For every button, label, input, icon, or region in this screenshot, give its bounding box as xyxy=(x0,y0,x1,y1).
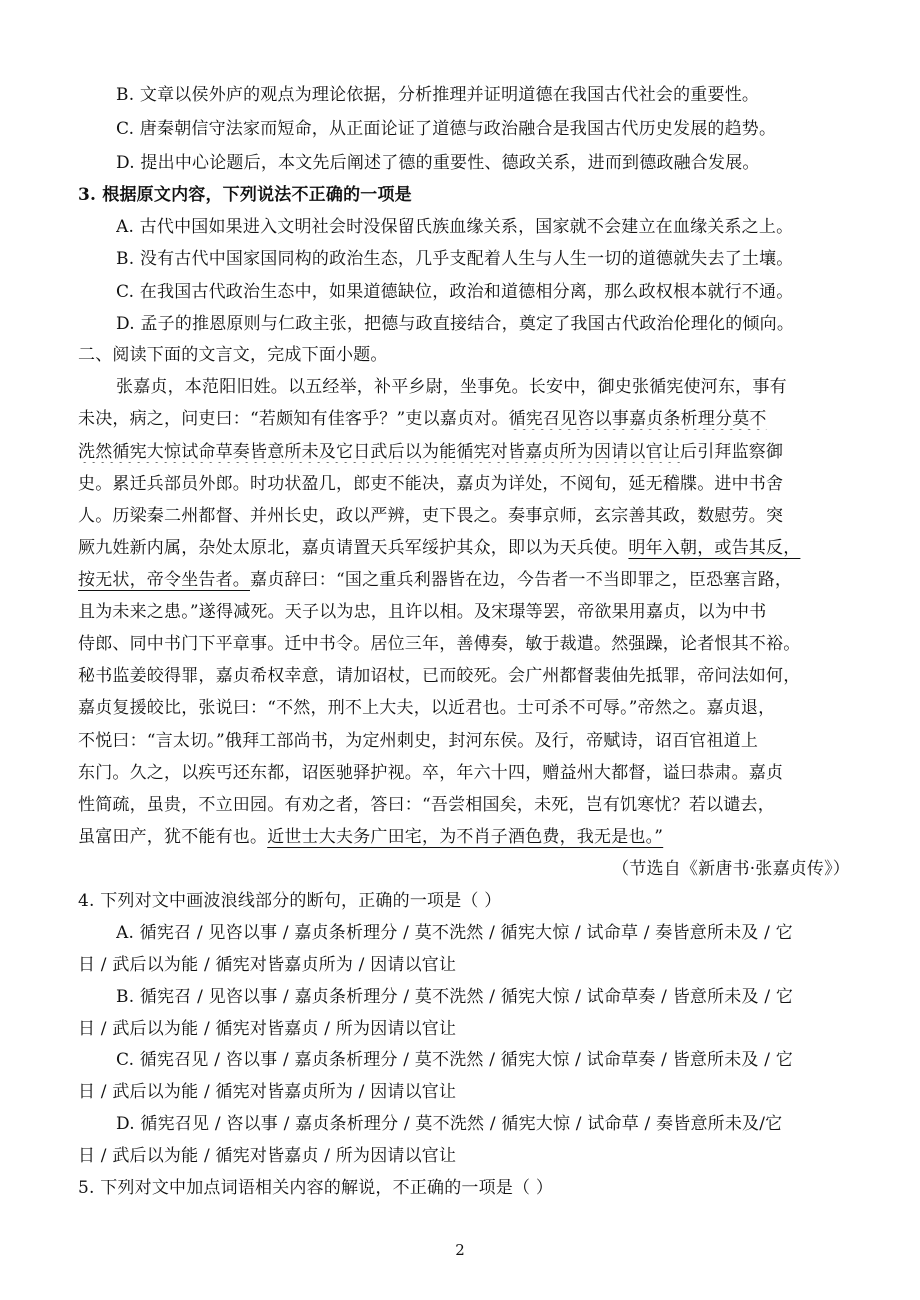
passage-line xyxy=(78,569,850,591)
q4-stem: 4. 下列对文中画波浪线部分的断句，正确的一项是（ ） xyxy=(78,891,502,911)
q5-stem: 5. 下列对文中加点词语相关内容的解说，不正确的一项是（ ） xyxy=(78,1178,554,1198)
passage-line: 侍郎、同中书门下平章事。迁中书令。居位三年，善傅奏，敏于裁遣。然强躁，论者恨其不裕。 xyxy=(78,634,801,654)
q3-option-a: A. 古代中国如果进入文明社会时没保留氏族血缘关系，国家就不会建立在血缘关系之上。 xyxy=(116,217,794,237)
passage-line xyxy=(78,537,850,559)
q3-stem: 3. 根据原文内容，下列说法不正确的一项是 xyxy=(78,185,412,205)
passage-line: 秘书监姜皎得罪，嘉贞希权幸意，请加诏杖，已而皎死。会广州都督裴伷先抵罪，帝问法如何， xyxy=(78,666,801,686)
q4-option-d-line1: D. 循宪召见 / 咨以事 / 嘉贞条析理分 / 莫不洗然 / 循宪大惊 / 试命草 / 奏皆意所未及/它 xyxy=(116,1114,783,1134)
passage-line: 性简疏，虽贵，不立田园。有劝之者，答曰：“吾尝相国矣，未死，岂有饥寒忧？若以谴去， xyxy=(78,795,775,815)
passage-text: 后引拜监察御 xyxy=(680,442,784,462)
q4-option-c-line2: 日 / 武后以为能 / 循宪对皆嘉贞所为 / 因请以官让 xyxy=(78,1082,457,1102)
passage-line xyxy=(78,408,850,430)
q4-option-b-line2: 日 / 武后以为能 / 循宪对皆嘉贞 / 所为因请以官让 xyxy=(78,1019,457,1039)
passage-text: 虽富田产，犹不能有也。 xyxy=(78,827,268,847)
passage-source: （节选自《新唐书·张嘉贞传》） xyxy=(612,859,850,879)
passage-text: 嘉贞辞曰：“国之重兵利器皆在边，今告者一不当即罪之，臣恐塞言路， xyxy=(250,570,793,590)
q3-option-b: B. 没有古代中国家国同构的政治生态，几乎支配着人生与人生一切的道德就失去了土壤。 xyxy=(116,249,794,269)
passage-line: 且为未来之患。”遂得减死。天子以为忠，且许以相。及宋璟等罢，帝欲果用嘉贞，以为中书 xyxy=(78,602,767,622)
q4-option-a-line1: A. 循宪召 / 见咨以事 / 嘉贞条析理分 / 莫不洗然 / 循宪大惊 / 试命草 / 奏皆意所未及 / 它 xyxy=(116,923,793,943)
passage-text: 厥九姓新内属，杂处太原北，嘉贞请置天兵军绥护其众，即以为天兵使。 xyxy=(78,538,629,558)
passage-text: 未决，病之，问吏曰：“若颇知有佳客乎？”吏以嘉贞对。 xyxy=(78,409,509,429)
passage-line: 嘉贞复援皎比，张说曰：“不然，刑不上大夫，以近君也。士可杀不可辱。”帝然之。嘉贞退， xyxy=(78,698,776,718)
underlined-text: 近世士大夫务广田宅，为不肖子酒色费，我无是也。” xyxy=(267,827,664,847)
q2-option-b: B. 文章以侯外庐的观点为理论依据，分析推理并证明道德在我国古代社会的重要性。 xyxy=(116,85,760,105)
underlined-text: 按无状，帝令坐告者。 xyxy=(78,570,250,590)
underlined-text: 明年入朝，或告其反， xyxy=(628,538,801,558)
passage-line: 人。历梁秦二州都督、并州长史，政以严辨，吏下畏之。奏事京师，玄宗善其政，数慰劳。突 xyxy=(78,506,784,526)
section-2-heading: 二、阅读下面的文言文，完成下面小题。 xyxy=(78,345,388,365)
passage-line xyxy=(78,441,850,463)
page-number: 2 xyxy=(455,1241,465,1259)
passage-line xyxy=(78,826,850,848)
q4-option-a-line2: 日 / 武后以为能 / 循宪对皆嘉贞所为 / 因请以官让 xyxy=(78,955,457,975)
wavy-underlined-text: 循宪召见咨以事嘉贞条析理分莫不 xyxy=(508,409,767,429)
q4-option-c-line1: C. 循宪召见 / 咨以事 / 嘉贞条析理分 / 莫不洗然 / 循宪大惊 / 试命草奏 / 皆意所未及 / 它 xyxy=(116,1050,793,1070)
passage-line: 东门。久之，以疾丐还东都，诏医驰驿护视。卒，年六十四，赠益州大都督，谥曰恭肃。嘉贞 xyxy=(78,763,784,783)
passage-line: 史。累迁兵部员外郎。时功状盈几，郎吏不能决，嘉贞为详处，不阅旬，延无稽牒。进中书舍 xyxy=(78,474,784,494)
q4-option-d-line2: 日 / 武后以为能 / 循宪对皆嘉贞 / 所为因请以官让 xyxy=(78,1146,457,1166)
q4-option-b-line1: B. 循宪召 / 见咨以事 / 嘉贞条析理分 / 莫不洗然 / 循宪大惊 / 试命草奏 / 皆意所未及 / 它 xyxy=(116,987,794,1007)
passage-line: 张嘉贞，本范阳旧姓。以五经举，补平乡尉，坐事免。长安中，御史张循宪使河东，事有 xyxy=(116,377,787,397)
q3-option-d: D. 孟子的推恩原则与仁政主张，把德与政直接结合，奠定了我国古代政治伦理化的倾向。 xyxy=(116,314,795,334)
passage-line: 不悦曰：“言太切。”俄拜工部尚书，为定州刺史，封河东侯。及行，帝赋诗，诏百官祖道上 xyxy=(78,731,759,751)
q2-option-c: C. 唐秦朝信守法家而短命，从正面论证了道德与政治融合是我国古代历史发展的趋势。 xyxy=(116,119,777,139)
q3-option-c: C. 在我国古代政治生态中，如果道德缺位，政治和道德相分离，那么政权根本就行不通。 xyxy=(116,282,794,302)
wavy-underlined-text: 洗然循宪大惊试命草奏皆意所未及它日武后以为能循宪对皆嘉贞所为因请以官让 xyxy=(78,442,680,462)
q2-option-d: D. 提出中心论题后，本文先后阐述了德的重要性、德政关系，进而到德政融合发展。 xyxy=(116,153,760,173)
